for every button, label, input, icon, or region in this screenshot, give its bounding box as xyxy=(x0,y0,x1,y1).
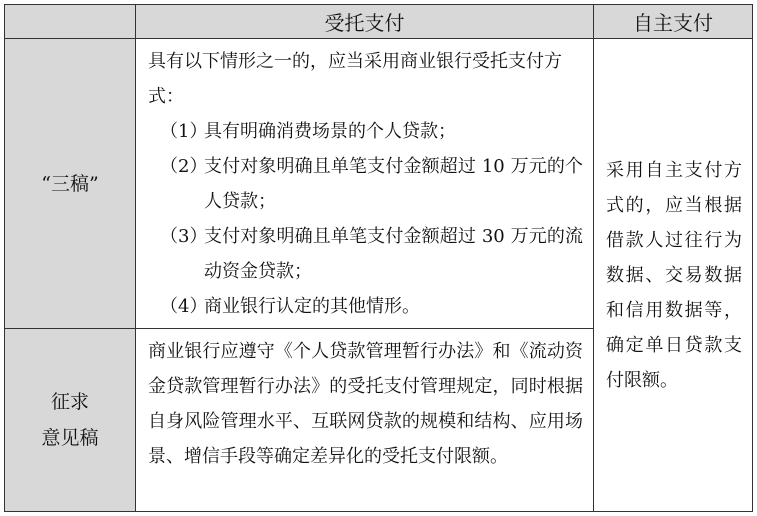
row-three-drafts xyxy=(5,39,753,329)
item-text: 具有明确消费场景的个人贷款； xyxy=(204,121,456,142)
comparison-table xyxy=(4,4,753,512)
item-text: 支付对象明确且单笔支付金额超过 30 万元的流动资金贷款； xyxy=(204,226,583,282)
header-row xyxy=(5,5,753,39)
list-item xyxy=(148,114,583,149)
row-label-consultation-draft xyxy=(5,329,136,512)
entrusted-consultation-cell xyxy=(136,329,594,512)
list-item xyxy=(148,219,583,289)
item-number: （3） xyxy=(160,226,208,247)
header-entrusted-payment: 受托支付 xyxy=(136,5,594,39)
entrusted-three-drafts-cell xyxy=(136,39,594,329)
entrusted-intro: 具有以下情形之一的，应当采用商业银行受托支付方式： xyxy=(148,51,562,107)
header-self-payment: 自主支付 xyxy=(594,5,753,39)
row-label-line1: 征求 xyxy=(50,391,89,413)
list-item xyxy=(148,149,583,219)
item-number: （4） xyxy=(160,296,208,317)
self-payment-cell: 采用自主支付方式的，应当根据借款人过往行为数据、交易数据和信用数据等，确定单日贷款支付限额。 xyxy=(594,39,753,512)
list-item xyxy=(148,289,583,324)
item-text: 商业银行认定的其他情形。 xyxy=(204,296,420,317)
row-label-three-drafts: “三稿” xyxy=(5,39,136,329)
header-blank-cell xyxy=(5,5,136,39)
consultation-text: 商业银行应遵守《个人贷款管理暂行办法》和《流动资金贷款管理暂行办法》的受托支付管理规定，同时根据自身风险管理水平、互联网贷款的规模和结构、应用场景、增信手段等确定差异化的受托支付限额。 xyxy=(148,341,583,467)
item-number: （1） xyxy=(160,121,208,142)
item-text: 支付对象明确且单笔支付金额超过 10 万元的个人贷款； xyxy=(204,156,583,212)
row-label-line2: 意见稿 xyxy=(41,427,99,449)
item-number: （2） xyxy=(160,156,208,177)
